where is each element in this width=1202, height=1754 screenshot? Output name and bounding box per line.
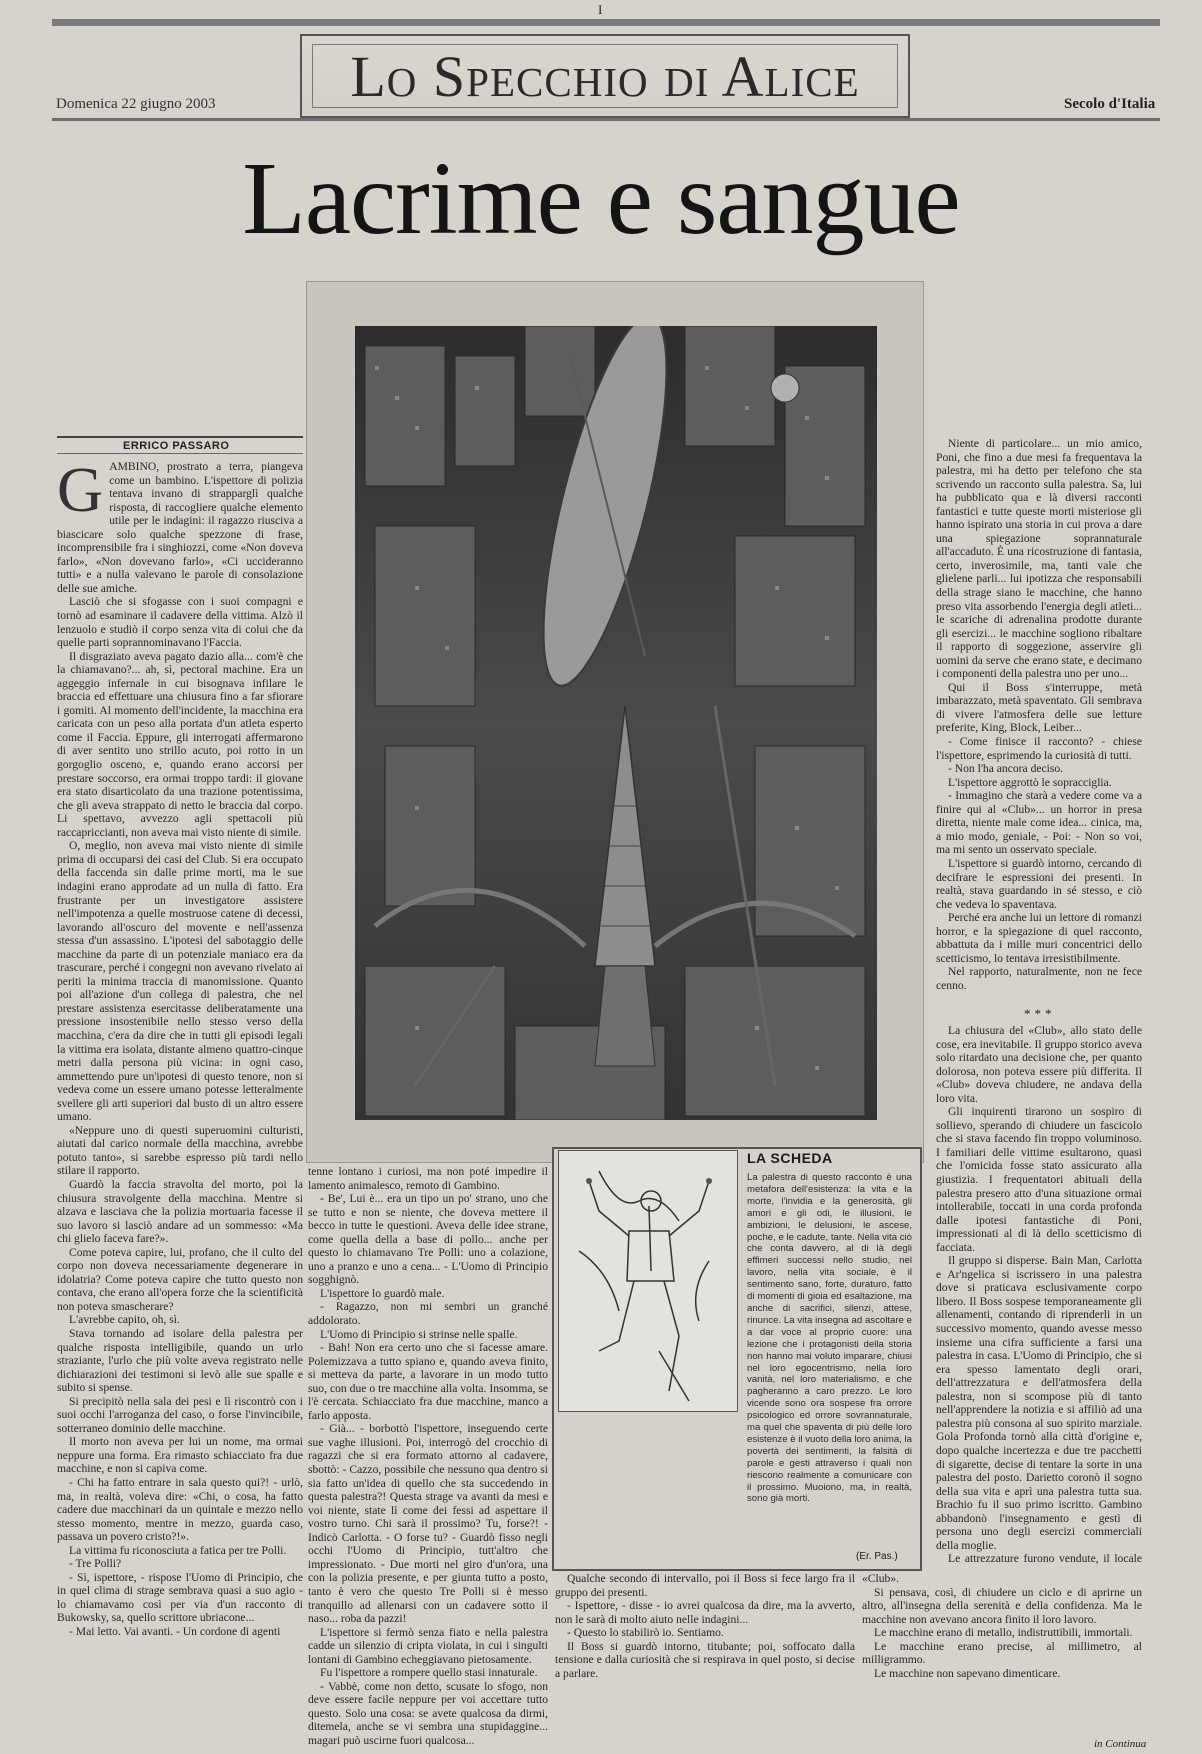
continued-label: in Continua xyxy=(1094,1738,1147,1750)
byline: ERRICO PASSARO xyxy=(57,436,303,454)
paragraph: - Mai letto. Vai avanti. - Un cordone di agenti xyxy=(69,1625,281,1639)
section-break-stars: *** xyxy=(1024,1006,1056,1021)
paragraph: - Già... - borbottò l'ispettore, inseguendo certe sue vaghe illusioni. Poi, interrogò del crocchio di ragazzi che si era formato attorno al cadavere, sbottò: - Cazzo, possibile che nessuno qua dentro si sia fatto un'idea di quello che sta succedendo in questa palestra?! Questa strage va avanti da mesi e voi niente, state lì come dei fessi ad aspettare il vostro turno. Chi sarà il prossimo? Tu, forse?! - Indicò Carlotta. - O forse tu? - Guardò fisso negli occhi l'Uomo di Principio, tutt'altro che impressionato. - Due morti nel giro d'un'ora, una con la polizia presente, e per giunta tutto a posto, tanto è vero che questo Tre Polli si è messo tranquillo ad allenarsi con un cadavere sotto il naso... roba da pazzi! xyxy=(308,1422,548,1626)
photo-frame xyxy=(306,281,924,1163)
paragraph: Le macchine erano precise, al millimetro, al milligrammo. xyxy=(862,1639,1142,1667)
paragraph: L'avrebbe capito, oh, sì. xyxy=(69,1313,180,1327)
article-column-2 xyxy=(308,1165,548,1748)
scheda-title: LA SCHEDA xyxy=(747,1150,833,1166)
issue-date: Domenica 22 giugno 2003 xyxy=(56,96,216,112)
paragraph: Nel rapporto, naturalmente, non ne fece cenno. xyxy=(936,965,1142,992)
paragraph: - Questo lo stabilirò io. Sentiamo. xyxy=(567,1626,724,1640)
top-rule xyxy=(52,19,1160,26)
article-column-3 xyxy=(555,1572,855,1748)
paragraph: - Vabbè, come non detto, scusate lo sfogo, non deve essere facile neppure per voi accettare tutto questo. Solo una cosa: se avete qualcosa da dirmi, ditemela, anche se vi sembra una stupidaggine... magari può uscirne fuori qualcosa... xyxy=(308,1679,548,1747)
paragraph: L'ispettore si guardò intorno, cercando di decifrare le espressioni dei presenti. In realtà, stava guardando in sé stesso, e ciò che vedeva lo spaventava. xyxy=(936,856,1142,911)
city-aerial-photo xyxy=(355,326,877,1120)
paragraph: La chiusura del «Club», allo stato delle cose, era inevitabile. Il gruppo storico aveva solo ritardato una decisione che, per quanto dolorosa, non poteva essere più differita. Il «Club» doveva chiudere, ne andava della loro vita. xyxy=(936,1024,1142,1105)
masthead xyxy=(300,34,910,118)
paragraph: Si precipitò nella sala dei pesi e lì riscontrò con i suoi occhi l'arroganza del caso, o forse l'invincibile, sotterraneo dominio delle macchine. xyxy=(57,1394,303,1435)
page-number: I xyxy=(598,2,603,17)
athlete-drawing xyxy=(559,1151,737,1411)
paragraph: Il Boss si guardò intorno, titubante; poi, soffocato dalla tensione e dalla curiosità che si respirava in quel posto, si decise a parlare. xyxy=(555,1639,855,1680)
paragraph: «Neppure uno di questi superuomini culturisti, aiutati dal carico normale della macchina, avrebbe potuto tanto», si sarebbe espresso più tardi nello stilare il rapporto. xyxy=(57,1123,303,1178)
paragraph: Fu l'ispettore a rompere quello stasi innaturale. xyxy=(320,1666,538,1680)
paragraph: - Ispettore, - disse - io avrei qualcosa da dire, ma la avverto, non le sarà di molto aiuto nelle indagini... xyxy=(555,1599,855,1626)
paragraph: - Sì, ispettore, - rispose l'Uomo di Principio, che in quel clima di strage sembrava quasi a suo agio - lo chiamavamo così per via d'un racconto di Bukowsky, sa, quello scrittore ubriacone... xyxy=(57,1570,303,1625)
publication-name: Secolo d'Italia xyxy=(1064,96,1156,112)
paragraph: Perché era anche lui un lettore di romanzi horror, e la spiegazione di quel racconto, abbattuta da i mille muri concentrici dello scetticismo, lo tentava irresistibilmente. xyxy=(936,911,1142,965)
paragraph: L'ispettore si fermò senza fiato e nella palestra cadde un silenzio di cripta violata, in cui i singulti lontani di Gambino echeggiavano pietosamente. xyxy=(308,1625,548,1666)
paragraph: Qui il Boss s'interruppe, metà imbarazzato, metà spaventato. Gli sembrava di vivere l'atmosfera delle sue letture preferite, King, Block, Leiber... xyxy=(936,680,1142,735)
paragraph: - Non l'ha ancora deciso. xyxy=(948,762,1064,776)
paragraph: - Ragazzo, non mi sembri un granché addolorato. xyxy=(308,1300,548,1328)
paragraph: tenne lontano i curiosi, ma non poté impedire il lamento animalesco, remoto di Gambino. xyxy=(308,1165,548,1192)
paragraph: Si pensava, così, di chiudere un ciclo e di aprirne un altro, all'insegna della serenità e della confidenza. Ma le macchine non avevano ancora finito il loro lavoro. xyxy=(862,1585,1142,1626)
paragraph: Il morto non aveva per lui un nome, ma ormai neppure una forma. Era rimasto schiacciato fra due macchine, e non si capiva come. xyxy=(57,1435,303,1476)
paragraph: O, meglio, non aveva mai visto niente di simile prima di occuparsi dei casi del Club. Si era occupato della faccenda sin dalle prime morti, ma le sue indagini erano approdate ad un nulla di fatto. Era frustrante per un investigatore assistere nell'impotenza a quelle mostruose catene di decessi, lavorando all'oscuro del movente e nell'assenza stessa d'un assassino. L'ipotesi del sabotaggio delle macchine da parte di un potenziale maniaco era da trascurare, perché i congegni non avevano rivelato ai periti la minima traccia di manomissione. Quanto poi all'azione d'un collega di palestra, che nel prestare assistenza esercitasse deliberatamente una pressione insostenibile nello stesso verso della macchina, c'era da dire che in tutti gli episodi legali la vittima era isolata, distante almeno quattro-cinque metri dalla persona più vicina: in ogni caso, ammettendo pure un'ipotesi di questo tenore, non si vedeva come un essere umano potesse letteralmente svellere gli arti superiori dal busto di un altro essere umano. xyxy=(57,839,303,1124)
scheda-paragraph: La palestra di questo racconto è una metafora dell'esistenza: la vita e la morte, l'invidia e la generosità, gli amori e gli odi, le illusioni, le ambizioni, le delusioni, le ascese, poche, e le cadute, tante. Nella vita ciò che conta davvero, al di là degli effimeri successi nello studio, nel lavoro, nella vita sociale, è il sentimento sano, forte, duraturo, fatto di momenti di gioia ed esaltazione, ma anche di sacrifici, silenzi, attese, rinunce. La vita insegna ad ascoltare e a dar voce al proprio cuore: una lezione che i protagonisti della storia non hanno mai voluto imparare, chiusi nel loro egocentrismo, nella loro vanità, nel loro materialismo, e che pagheranno a caro prezzo. Le loro vicende sono ora sospese fra orrore psicologico ed orrore sovrannaturale, ma quel che spaventa di più delle loro esistenze è il vuoto della loro anima, la povertà dei sentimenti, la falsità di parole e gesti attraverso i quali non riescono realmente a comunicare con il prossimo. Muoiono, ma, in realtà, sono già morti. xyxy=(747,1172,912,1505)
headline: Lacrime e sangue xyxy=(242,141,960,256)
paragraph: L'ispettore aggrottò le sopracciglia. xyxy=(948,775,1112,789)
scheda-signature: (Er. Pas.) xyxy=(856,1551,898,1562)
paragraph: Guardò la faccia stravolta del morto, poi la chiusura stravolgente della macchina. Mentre si alzava e lasciava che la polizia mortuaria facesse il suo lavoro si lasciò andare ad un sommesso: «Ma chi glielo faceva fare?». xyxy=(57,1177,303,1246)
paragraph: - Be', Lui è... era un tipo un po' strano, uno che se tutto e non se niente, che doveva mettere il becco in tutte le questioni. Aveva delle idee strane, come quella della a base di pollo... anche per questo lo chiamavano Tre Polli: uno a colazione, uno a pranzo e uno a cena... - L'Uomo di Principio sogghignò. xyxy=(308,1192,548,1287)
header-rule xyxy=(52,118,1160,121)
paragraph: - Tre Polli? xyxy=(69,1557,122,1571)
paragraph: - Bah! Non era certo uno che si facesse amare. Polemizzava a tutto spiano e, quando aveva finito, si metteva da parte, a lavorare in un modo tutto suo, con due o tre macchine alla volta. Insomma, se l'è cercata. Schiacciato fra due macchine, manco a farlo apposta. xyxy=(308,1341,548,1422)
paragraph: - Chi ha fatto entrare in sala questo qui?! - urlò, ma, in realtà, voleva dire: «Chi, o cosa, ha fatto cadere due macchinari da un quintale e mezzo nello stesso momento, mentre in mezzo, guarda caso, passava un povero cristo?!». xyxy=(57,1476,303,1544)
paragraph: AMBINO, prostrato a terra, piangeva come un bambino. L'ispettore di polizia tentava invano di strapparglì qualche risposta, di raccogliere qualche elemento utile per le indagini: il ragazzo riusciva a biascicare solo qualche spezzone di frase, incomprensibile fra i singhiozzi, come «Non doveva farlo», «Non dovevano farlo», «Ci uccideranno tutti» e a nulla valevano le parole di consolazione delle sue amiche. xyxy=(57,460,303,595)
drop-cap: G xyxy=(57,460,104,525)
athlete-illustration xyxy=(558,1150,738,1412)
city-illustration xyxy=(355,326,877,1120)
paragraph: «Club». xyxy=(862,1572,900,1585)
paragraph: Qualche secondo di intervallo, poi il Boss si fece largo fra il gruppo dei presenti. xyxy=(555,1572,855,1599)
paragraph: Il disgraziato aveva pagato dazio alla... com'è che la chiamavano?... ah, sì, pectoral machine. Era un aggeggio infernale in cui bisognava infilare le braccia ed effettuare una chiusura fino a far sfiorare i gomiti. Al momento dell'incidente, la macchina era caricata con un peso alla portata d'un atleta esperto come il Faccia. Eppure, gli interrogati affermarono di aver sentito uno strillo acuto, poi rotto in un gorgoglio osceno, e, quando erano accorsi per prestare soccorso, era ormai troppo tardi: il giovane era stato disarticolato da una trazione potentissima, che gli aveva strappato di netto le braccia dal corpo. Li spettavo, avvezzo agli spettacoli più raccapriccianti, non aveva mai visto niente di simile. xyxy=(57,649,303,839)
scheda-text xyxy=(747,1172,912,1560)
masthead-title: Lo Specchio di Alice xyxy=(350,43,860,109)
right-column-bottom xyxy=(936,1024,1142,1566)
paragraph: Gli inquirenti tirarono un sospiro di sollievo, sperando di chiudere un fascicolo che si stava facendo fin troppo voluminoso. I familiari delle vittime esultarono, quasi che l'omicida fosse stato assicurato alla giustizia. I frequentatori abituali della palestra presero atto d'una situazione ormai intollerabile, toccati in una corda profonda dalle ipotesi fantastiche di Poni, impressionati al di là dello scetticismo di facciata. xyxy=(936,1105,1142,1254)
paragraph: - Immagino che starà a vedere come va a finire qui al «Club»... un horror in presa diretta, niente male come idea... cinica, ma, a mio modo, geniale, - Poi: - Non so voi, ma mi sento un osservato speciale. xyxy=(936,789,1142,857)
article-column-4 xyxy=(862,1572,1142,1732)
paragraph: L'ispettore lo guardò male. xyxy=(320,1286,445,1300)
paragraph: Le macchine non sapevano dimenticare. xyxy=(874,1666,1061,1680)
paragraph: Il gruppo si disperse. Bain Man, Carlotta e Ar'ngelica si iscrissero in una palestra dove si praticava esclusivamente corpo libero. Il Boss sospese temporaneamente gli allenamenti, contando di riprenderli in un successivo momento, quando avesse messo insieme una cifra sufficiente a farsi una palestra in casa. L'Uomo di Principio, che si era spesso lamentato degli orari, dell'attrezzatura e dell'atmosfera della palestra, non si scompose più di tanto nell'apprendere la notizia e si affiliò ad una palestra più consona al suo spirito marziale. Gola Profonda tornò alla città d'origine e, dopo qualche incertezza e due tre pacchetti di sigarette, decise di tentare la sorte in una palestra del posto. Darietto coronò il sogno della sua vita e aprì una palestra tutta sua. Brachio fu il suo primo iscritto. Gambino abbandonò l'insegnamento e gestì di persona uno degli esercizi commerciali della moglie. xyxy=(936,1254,1142,1552)
paragraph: Le attrezzature furono vendute, il locale xyxy=(948,1552,1142,1566)
paragraph: L'Uomo di Principio si strinse nelle spalle. xyxy=(320,1327,518,1341)
paragraph: Lasciò che si sfogasse con i suoi compagni e tornò ad esaminare il cadavere della vittima. Alzò il lenzuolo e studiò il corpo senza vita di colui che da quelle parti soprannominavano l'Faccia. xyxy=(57,595,303,650)
paragraph: - Come finisce il racconto? - chiese l'ispettore, esprimendo la curiosità di tutti. xyxy=(936,735,1142,762)
paragraph: La vittima fu riconosciuta a fatica per tre Polli. xyxy=(69,1543,287,1557)
paragraph: Niente di particolare... un mio amico, Poni, che fino a due mesi fa frequentava la palestra, mi ha detto per telefono che sta scrivendo un racconto sulla palestra. Sa, lui ha pubblicato qua e là diversi racconti fantastici e tutte queste morti misteriose gli hanno ispirato una storia in cui prova a dare una spiegazione soprannaturale all'accaduto. È una ricostruzione di fantasia, certo, inverosimile, ma, tanti vale che glielene parli... lui ipotizza che responsabili della strage siano le macchine, che hanno preso vita assorbendo l'energia degli atleti... le scariche di adrenalina prodotte durante gli esercizi... le macchine sogliono ribaltare il rapporto di soggezione, asservire gli uomini da serve che erano state, e decimano i componenti della palestra uno per uno... xyxy=(936,437,1142,681)
right-column-top xyxy=(936,437,1142,997)
paragraph: Le macchine erano di metallo, indistruttibili, immortali. xyxy=(874,1626,1133,1640)
paragraph: Come poteva capire, lui, profano, che il culto del corpo non doveva necessariamente degenerare in idolatria? Come poteva capire che tutto questo non contava, che erano all'opera forze che la scientificità non poteva smascherare? xyxy=(57,1245,303,1313)
article-column-1 xyxy=(57,460,303,1748)
paragraph: Stava tornando ad isolare della palestra per qualche risposta intelligibile, quando un urlo straziante, l'urlo che più volte aveva registrato nelle dichiarazioni dei testimoni si levò alle sue spalle e subito si spense. xyxy=(57,1327,303,1395)
